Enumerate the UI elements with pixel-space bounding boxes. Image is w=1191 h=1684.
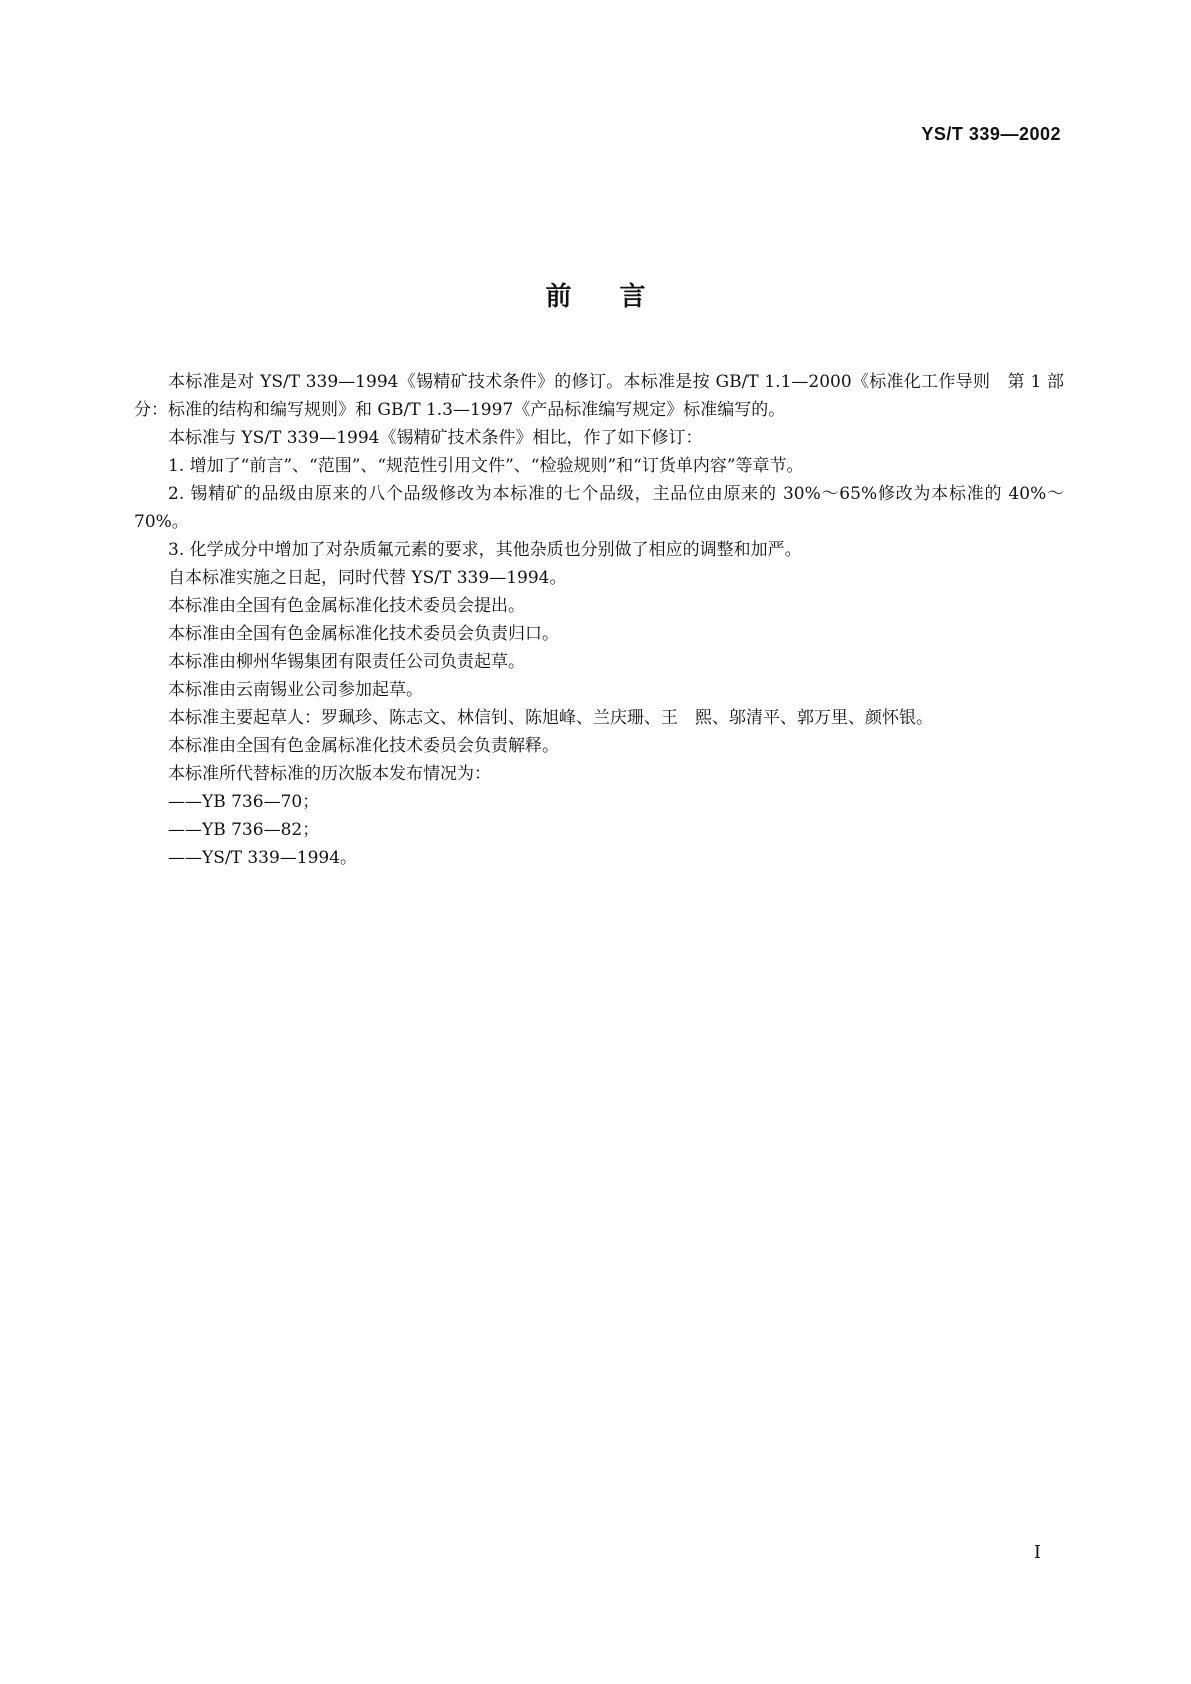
paragraph-drafted-by: 本标准由柳州华锡集团有限责任公司负责起草。 [168, 652, 525, 672]
history-item: ——YB 736—70； [168, 792, 320, 812]
paragraph-revision-basis: 本标准是对 YS/T 339—1994《锡精矿技术条件》的修订。本标准是按 GB/T 1.1—2000《标准化工作导则 第 1 部分：标准的结构和编写规则》和 GB/T 1.3—1997《产品标准编写规定》标准编写的。 [134, 372, 1064, 420]
paragraph-change-2: 2. 锡精矿的品级由原来的八个品级修改为本标准的七个品级，主品位由原来的 30%～65%修改为本标准的 40%～70%。 [134, 484, 1064, 532]
paragraph-change-3: 3. 化学成分中增加了对杂质氟元素的要求，其他杂质也分别做了相应的调整和加严。 [168, 540, 802, 560]
paragraph-proposed-by: 本标准由全国有色金属标准化技术委员会提出。 [168, 596, 525, 616]
paragraph-changes-intro: 本标准与 YS/T 339—1994《锡精矿技术条件》相比，作了如下修订： [168, 428, 703, 448]
history-item: ——YB 736—82； [168, 820, 320, 840]
paragraph-change-1: 1. 增加了“前言”、“范围”、“规范性引用文件”、“检验规则”和“订货单内容”等章节。 [168, 456, 804, 476]
history-item: ——YS/T 339—1994。 [168, 848, 358, 868]
paragraph-replacement: 自本标准实施之日起，同时代替 YS/T 339—1994。 [168, 568, 567, 588]
paragraph-participated-by: 本标准由云南锡业公司参加起草。 [168, 680, 423, 700]
foreword-body [134, 368, 1064, 872]
paragraph-interpreted-by: 本标准由全国有色金属标准化技术委员会负责解释。 [168, 736, 559, 756]
standard-code: YS/T 339—2002 [921, 124, 1061, 144]
page-title: 前言 [545, 282, 694, 312]
paragraph-managed-by: 本标准由全国有色金属标准化技术委员会负责归口。 [168, 624, 559, 644]
paragraph-history-intro: 本标准所代替标准的历次版本发布情况为： [168, 764, 491, 784]
page-number: I [1033, 1542, 1041, 1563]
paragraph-drafters: 本标准主要起草人：罗珮珍、陈志文、林信钊、陈旭峰、兰庆珊、王 熙、邬清平、郭万里、颜怀银。 [168, 708, 933, 728]
